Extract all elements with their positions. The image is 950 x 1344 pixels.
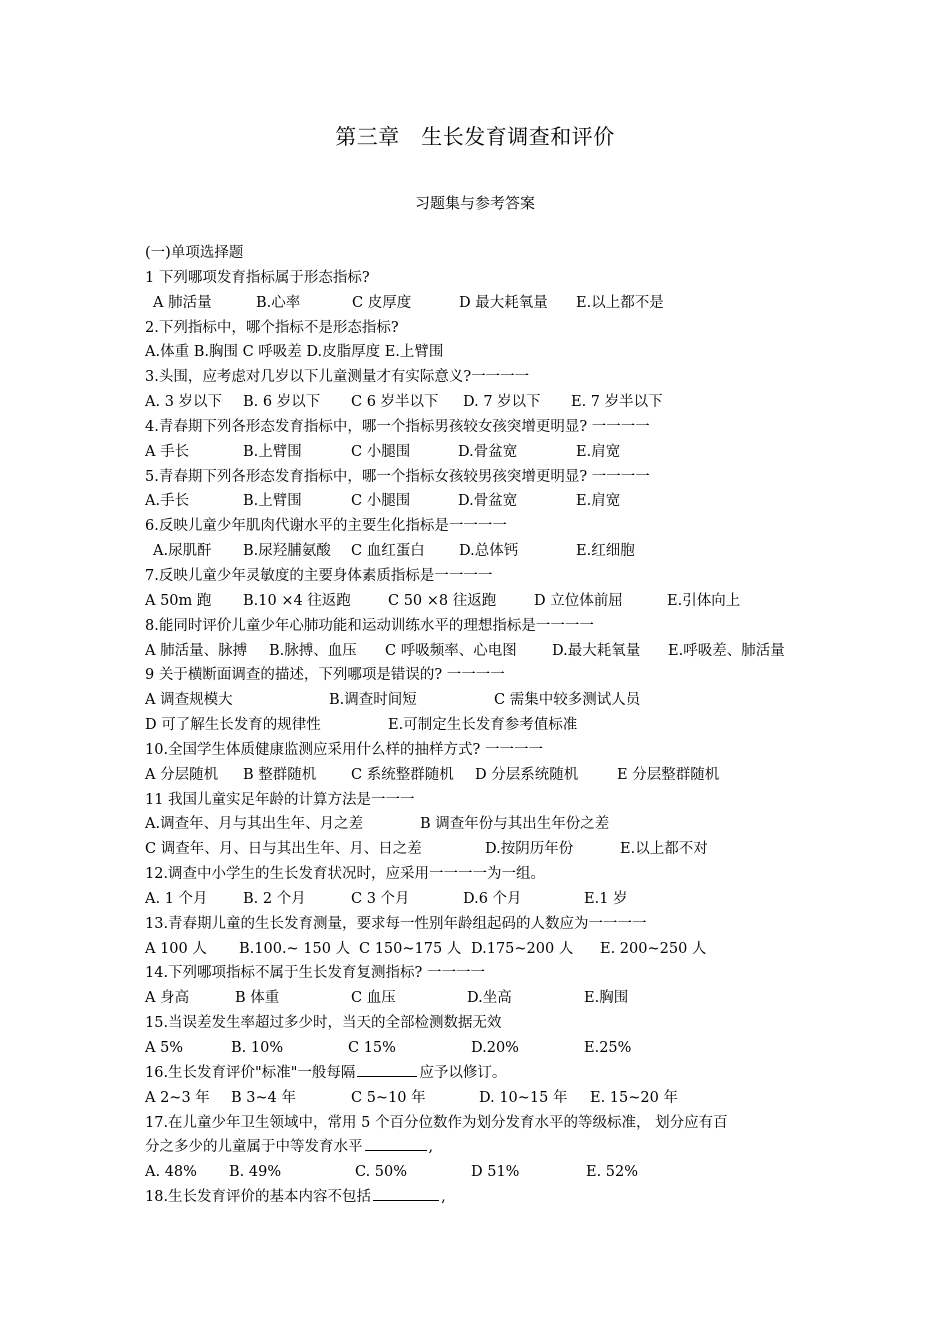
option-a: A. 48% [145, 1164, 197, 1181]
question-stem: 5.青春期下列各形态发育指标中，哪一个指标女孩较男孩突增更明显? 一一一一 [145, 468, 650, 485]
question-stem: 14.下列哪项指标不属于生长发育复测指标? 一一一一 [145, 965, 485, 982]
option-a: A 身高 [145, 990, 190, 1007]
option-b: B.上臂围 [243, 493, 302, 510]
question-stem: 2.下列指标中，哪个指标不是形态指标? [145, 319, 399, 336]
option-a: A 肺活量、脉搏 [145, 642, 248, 659]
question-stem: 4.青春期下列各形态发育指标中，哪一个指标男孩较女孩突增更明显? 一一一一 [145, 418, 650, 435]
option-e: E.引体向上 [667, 592, 741, 609]
question-stem: 11 我国儿童实足年龄的计算方法是一一一 [145, 791, 415, 808]
option-a: A 100 人 [145, 940, 207, 957]
option-b: B. 10% [231, 1040, 284, 1056]
option-row [145, 1036, 815, 1061]
question-stem [145, 1061, 815, 1086]
option-e: E. 7 岁半以下 [571, 394, 663, 411]
question-stem-text: 16.生长发育评价"标准"一般每隔 [145, 1064, 356, 1081]
option-c: C 小腿围 [351, 493, 411, 510]
option-a: A.手长 [145, 493, 190, 510]
option-c: C 系统整群随机 [351, 766, 454, 783]
section-heading: (一)单项选择题 [145, 245, 244, 261]
option-row [145, 539, 815, 564]
option-row [145, 812, 815, 837]
option-c: C 150~175 人 [359, 940, 462, 957]
option-c: C 血红蛋白 [351, 543, 425, 560]
document-subtitle: 习题集与参考答案 [414, 194, 535, 212]
option-row [145, 937, 815, 962]
option-b: B.上臂围 [243, 443, 302, 460]
question-stem [145, 1185, 815, 1210]
option-c: C 50 ×8 往返跑 [388, 592, 497, 609]
option-row [145, 887, 815, 912]
option-c: C 6 岁半以下 [351, 394, 439, 411]
option-e: E.肩宽 [576, 443, 621, 460]
answer-blank[interactable] [373, 1186, 439, 1201]
option-b: B.脉搏、血压 [269, 642, 357, 659]
option-a: A. 1 个月 [145, 890, 208, 907]
option-c: C 15% [348, 1040, 396, 1056]
option-d: D.6 个月 [463, 890, 522, 907]
option-b: B 调查年份与其出生年份之差 [420, 816, 610, 833]
question-stem-text: , [428, 1139, 434, 1156]
option-e: E 分层整群随机 [617, 766, 720, 783]
option-row [145, 489, 815, 514]
option-d: D 立位体前屈 [534, 592, 623, 609]
question-stem-text: 18.生长发育评价的基本内容不包括 [145, 1189, 372, 1206]
option-d: D.总体钙 [459, 543, 519, 560]
question-stem: 3.头围，应考虑对几岁以下儿童测量才有实际意义?一一一一 [145, 369, 530, 386]
question-stem-text: , [441, 1189, 446, 1206]
option-d: D 可了解生长发育的规律性 [145, 717, 321, 734]
option-e: E.呼吸差、肺活量 [668, 642, 785, 659]
option-b: B.调查时间短 [329, 692, 417, 709]
option-b: B 体重 [235, 990, 280, 1007]
answer-blank[interactable] [365, 1136, 427, 1151]
question-stem-text: 分之多少的儿童属于中等发育水平 [145, 1139, 363, 1156]
question-stem: 1 下列哪项发育指标属于形态指标? [145, 269, 370, 286]
option-d: D 分层系统随机 [475, 766, 579, 783]
answer-blank[interactable] [357, 1062, 417, 1077]
question-stem: 12.调查中小学生的生长发育状况时，应采用一一一一为一组。 [145, 866, 546, 883]
question-list [145, 241, 815, 1210]
option-e: E.以上都不是 [576, 294, 664, 311]
option-row [145, 1086, 815, 1111]
option-a: A.调查年、月与其出生年、月之差 [145, 816, 364, 833]
option-a: A 5% [145, 1040, 184, 1056]
option-row [145, 291, 815, 316]
option-d: D. 7 岁以下 [463, 394, 541, 411]
option-d: D 最大耗氧量 [459, 294, 548, 311]
option-row [145, 639, 815, 664]
option-b: B.尿羟脯氨酸 [243, 543, 331, 560]
option-b: B. 49% [229, 1164, 282, 1181]
option-a: A 50m 跑 [145, 592, 212, 609]
option-d: D.按阴历年份 [485, 841, 574, 858]
question-stem: 8.能同时评价儿童少年心肺功能和运动训练水平的理想指标是一一一一 [145, 617, 594, 634]
option-e: E.红细胞 [576, 543, 635, 560]
option-row: A.体重 B.胸围 C 呼吸差 D.皮脂厚度 E.上臂围 [145, 344, 444, 361]
option-row [145, 688, 815, 713]
option-a: A 调查规模大 [145, 692, 233, 709]
question-stem [145, 1135, 815, 1160]
option-e: E.可制定生长发育参考值标准 [388, 717, 578, 734]
option-e: E.25% [584, 1040, 632, 1056]
option-d: D.175~200 人 [471, 940, 574, 957]
option-d: D 51% [471, 1164, 520, 1181]
option-c: C 血压 [351, 990, 396, 1007]
question-stem: 13.青春期儿童的生长发育测量，要求每一性别年龄组起码的人数应为一一一一 [145, 915, 647, 932]
option-d: D.最大耗氧量 [552, 642, 641, 659]
option-d: D.骨盆宽 [458, 443, 518, 460]
option-b: B. 2 个月 [243, 890, 306, 907]
option-a: A. 3 岁以下 [145, 394, 223, 411]
question-stem: 6.反映儿童少年肌肉代谢水平的主要生化指标是一一一一 [145, 518, 507, 535]
option-b: B 3~4 年 [231, 1089, 296, 1106]
option-b: B.心率 [256, 294, 301, 311]
option-c: C 小腿围 [351, 443, 411, 460]
option-c: C 呼吸频率、心电图 [385, 642, 517, 659]
option-e: E.以上都不对 [620, 841, 708, 858]
option-row [145, 837, 815, 862]
option-e: E. 15~20 年 [590, 1089, 678, 1106]
option-e: E. 52% [586, 1164, 639, 1181]
option-a: A 2~3 年 [145, 1089, 210, 1106]
option-row [145, 589, 815, 614]
option-d: D.坐高 [467, 990, 512, 1007]
question-stem: 10.全国学生体质健康监测应采用什么样的抽样方式? 一一一一 [145, 741, 543, 758]
option-a: A 肺活量 [153, 294, 212, 311]
option-c: C 需集中较多测试人员 [494, 692, 641, 709]
option-e: E.肩宽 [576, 493, 621, 510]
option-row [145, 1160, 815, 1185]
question-stem: 17.在儿童少年卫生领域中，常用 5 个百分位数作为划分发育水平的等级标准， 划分应有百 [145, 1114, 728, 1131]
question-stem-text: 应予以修订。 [419, 1064, 507, 1081]
option-d: D.骨盆宽 [458, 493, 518, 510]
option-row [145, 390, 815, 415]
option-e: E.1 岁 [584, 890, 628, 907]
option-d: D. 10~15 年 [479, 1089, 568, 1106]
option-c: C. 50% [355, 1164, 408, 1181]
option-b: B.100.~ 150 人 [239, 940, 351, 957]
question-stem: 7.反映儿童少年灵敏度的主要身体素质指标是一一一一 [145, 567, 493, 584]
option-b: B.10 ×4 往返跑 [243, 592, 351, 609]
option-a: A.尿肌酐 [153, 543, 212, 560]
option-row [145, 763, 815, 788]
chapter-title: 第三章 生长发育调查和评价 [335, 125, 615, 149]
option-a: A 手长 [145, 443, 190, 460]
option-c: C 3 个月 [351, 890, 410, 907]
question-stem: 9 关于横断面调查的描述，下列哪项是错误的? 一一一一 [145, 667, 505, 684]
option-e: E. 200~250 人 [600, 940, 707, 957]
option-a: A 分层随机 [145, 766, 219, 783]
question-stem: 15.当误差发生率超过多少时，当天的全部检测数据无效 [145, 1015, 502, 1032]
option-row [145, 986, 815, 1011]
option-c: C 调查年、月、日与其出生年、月、日之差 [145, 841, 422, 858]
option-b: B 整群随机 [243, 766, 317, 783]
option-c: C 皮厚度 [352, 294, 412, 311]
option-b: B. 6 岁以下 [243, 394, 321, 411]
option-row [145, 713, 815, 738]
option-row [145, 440, 815, 465]
option-c: C 5~10 年 [351, 1089, 426, 1106]
option-e: E.胸围 [584, 990, 629, 1007]
option-d: D.20% [471, 1040, 519, 1056]
